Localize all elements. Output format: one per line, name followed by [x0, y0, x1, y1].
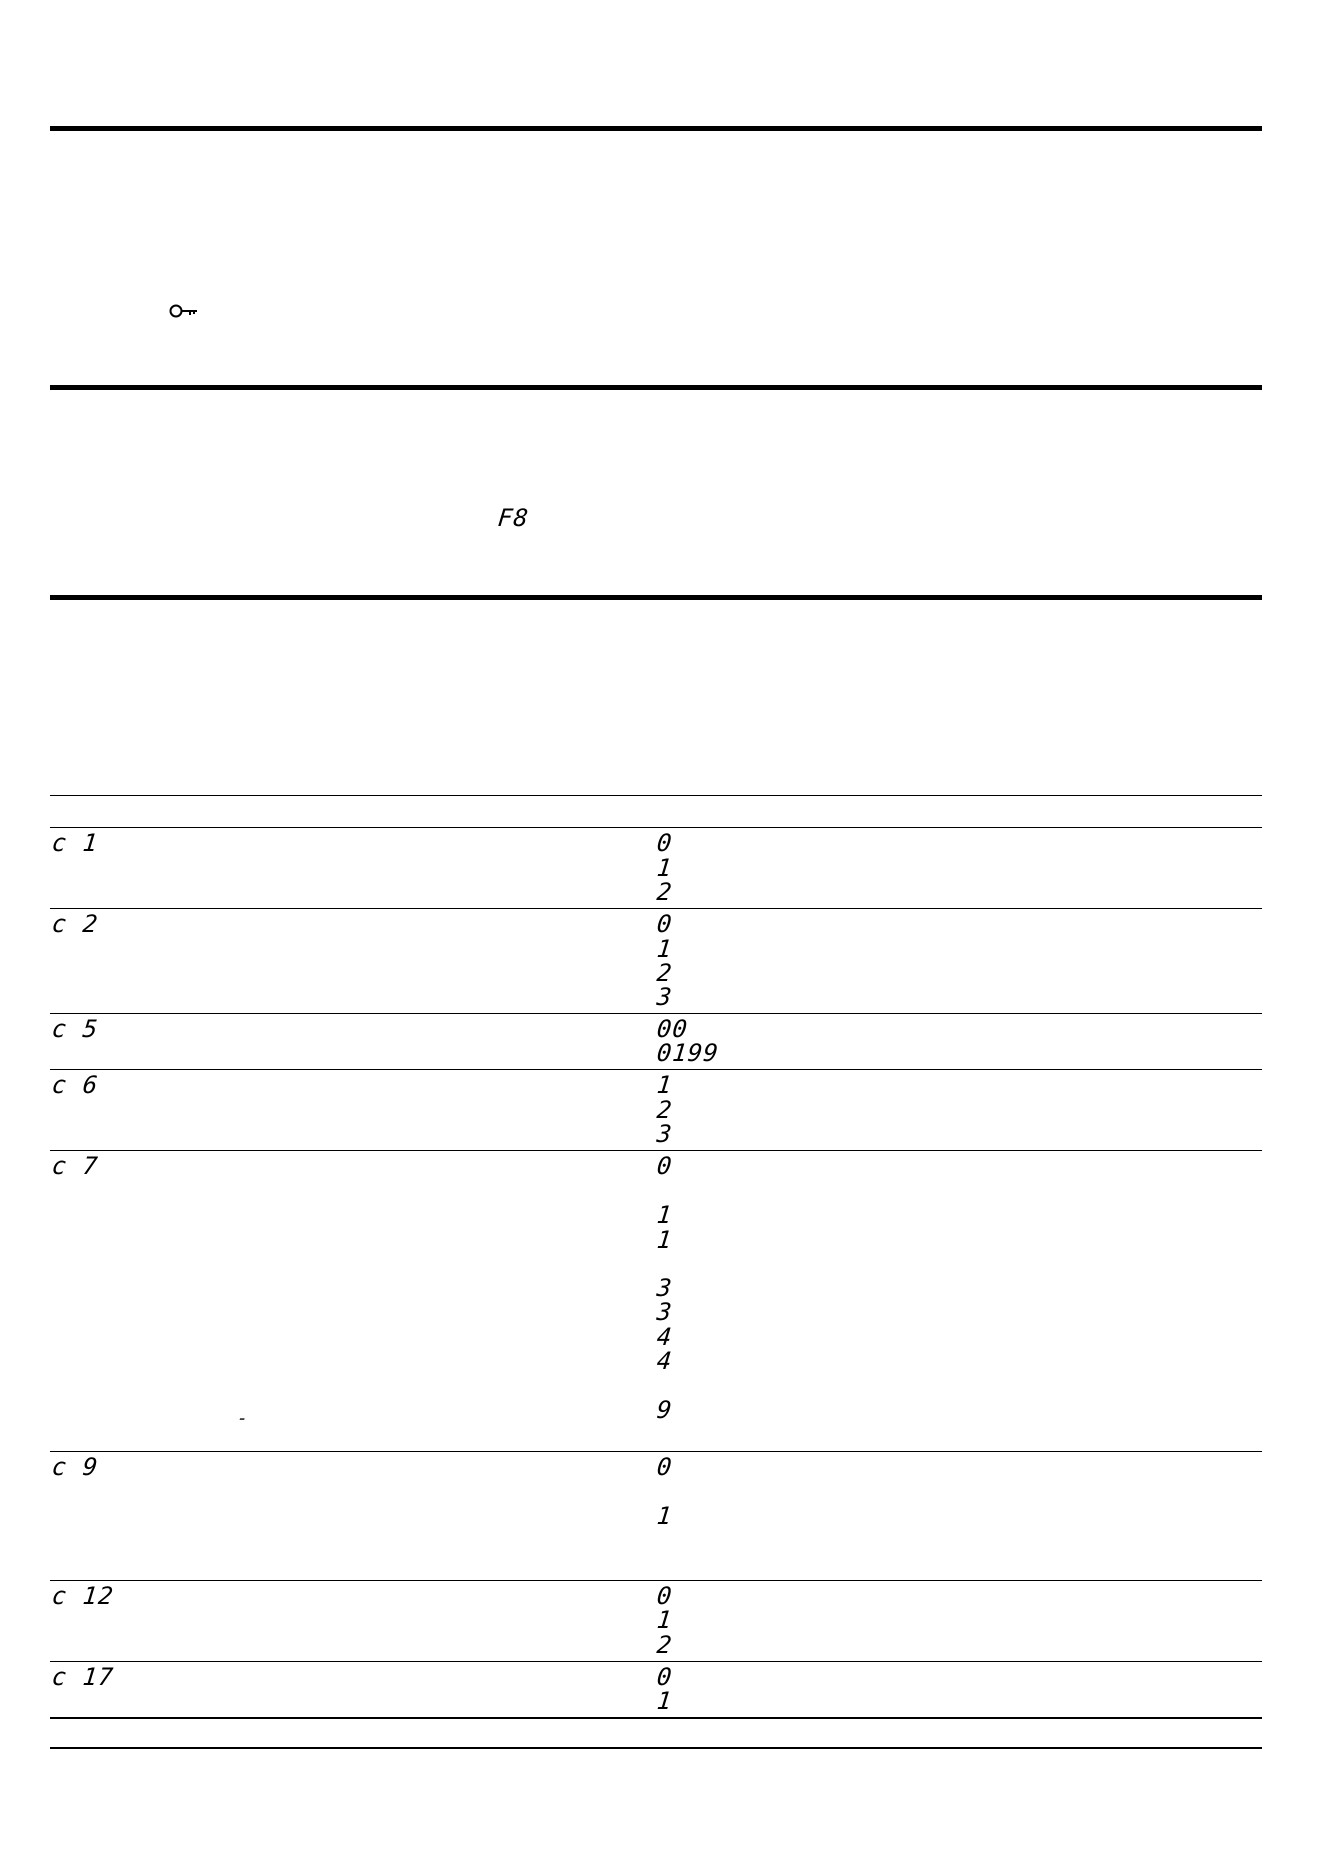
- setting-value: 3: [655, 1274, 674, 1302]
- setting-value: 3: [655, 1120, 674, 1148]
- setting-value: 0: [655, 910, 674, 938]
- table-header-bottom-rule: [50, 827, 1262, 828]
- setting-code: c 17: [50, 1663, 116, 1691]
- setting-code: c 7: [50, 1152, 100, 1180]
- error-code-display: F8: [496, 504, 531, 532]
- row-rule: [50, 1069, 1262, 1070]
- setting-value: 0: [655, 1453, 674, 1481]
- setting-value: 2: [655, 959, 674, 987]
- row-rule: [50, 1451, 1262, 1452]
- table-bottom-rule: [50, 1717, 1262, 1719]
- row-rule: [50, 1661, 1262, 1662]
- setting-value: 00: [655, 1015, 690, 1043]
- section-rule-3: [50, 595, 1262, 600]
- setting-value: 1: [655, 935, 674, 963]
- setting-value: 3: [655, 1298, 674, 1326]
- row-rule: [50, 1580, 1262, 1581]
- table-footer-rule: [50, 1747, 1262, 1749]
- setting-code: c 9: [50, 1453, 100, 1481]
- row-rule: [50, 908, 1262, 909]
- setting-value: 1: [655, 1071, 674, 1099]
- row-rule: [50, 1150, 1262, 1151]
- marker-dash: -: [235, 1408, 250, 1429]
- key-icon: [169, 302, 199, 320]
- setting-value: 2: [655, 1631, 674, 1659]
- setting-value: 1: [655, 854, 674, 882]
- setting-value: 0: [655, 829, 674, 857]
- setting-value: 1: [655, 1606, 674, 1634]
- setting-value: 0199: [655, 1039, 721, 1067]
- setting-value: 1: [655, 1226, 674, 1254]
- setting-value: 0: [655, 1663, 674, 1691]
- setting-value: 0: [655, 1582, 674, 1610]
- setting-value: 9: [655, 1396, 674, 1424]
- setting-code: c 2: [50, 910, 100, 938]
- setting-value: 4: [655, 1323, 674, 1351]
- setting-value: 1: [655, 1201, 674, 1229]
- section-rule-2: [50, 385, 1262, 390]
- row-rule: [50, 1013, 1262, 1014]
- setting-code: c 1: [50, 829, 100, 857]
- setting-code: c 6: [50, 1071, 100, 1099]
- section-rule-top: [50, 126, 1262, 131]
- setting-value: 4: [655, 1347, 674, 1375]
- setting-value: 3: [655, 983, 674, 1011]
- setting-value: 2: [655, 878, 674, 906]
- setting-code: c 5: [50, 1015, 100, 1043]
- setting-value: 0: [655, 1152, 674, 1180]
- setting-value: 1: [655, 1687, 674, 1715]
- setting-code: c 12: [50, 1582, 116, 1610]
- setting-value: 2: [655, 1096, 674, 1124]
- table-header-rule: [50, 795, 1262, 796]
- setting-value: 1: [655, 1502, 674, 1530]
